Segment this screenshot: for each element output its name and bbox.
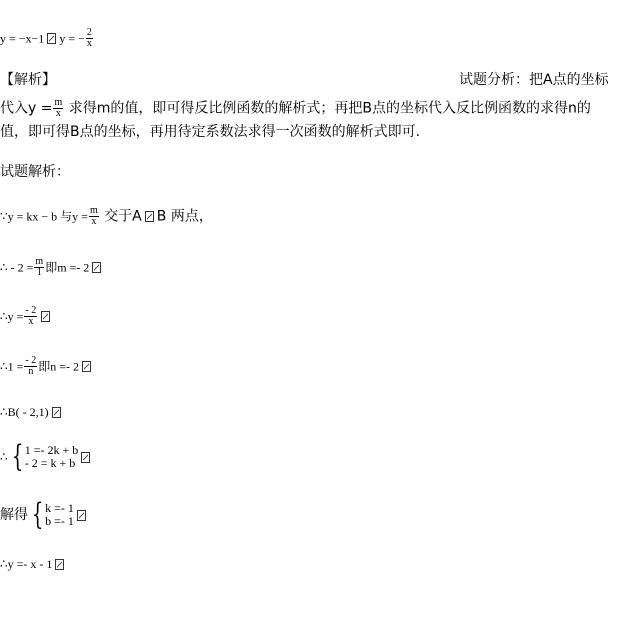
- brace-icon: {: [11, 439, 23, 474]
- step-2-fraction: $\frac{m}{1}$: [35, 256, 44, 278]
- answer-eq2: y = −: [59, 31, 85, 46]
- step-3-fraction: $\frac{- 2}{x}$: [25, 305, 37, 327]
- step-6: ∴ { 1 =- 2k + b - 2 = k + b: [0, 442, 93, 472]
- step-5: ∴B( - 2,1): [0, 402, 64, 422]
- step-8: ∴y =- x - 1: [0, 554, 67, 574]
- analysis-fraction: $\frac{m}{x}$: [54, 97, 63, 119]
- step-1: ∵y = kx − b 与y = $\frac{m}{x}$ 交于A B 两点，: [0, 205, 213, 227]
- equation-system: { 1 =- 2k + b - 2 = k + b: [11, 439, 79, 474]
- step-4: ∴1 = $\frac{- 2}{n}$ 即n =- 2: [0, 356, 94, 377]
- brace-icon: {: [31, 497, 44, 532]
- step-1-fraction: $\frac{m}{x}$: [89, 205, 98, 227]
- missing-glyph-icon: [145, 211, 154, 222]
- step-7: 解得 { k =- 1 b =- 1: [0, 500, 89, 530]
- missing-glyph-icon: [52, 407, 61, 418]
- answer-fraction: $\frac{2}{x}$: [86, 27, 92, 49]
- analysis-line-2: 代入y = $\frac{m}{x}$ 求得m的值，即可得反比例函数的解析式；再把B点的坐标代入反比例函数的求得n的: [0, 97, 591, 119]
- step-3: ∴y = $\frac{- 2}{x}$: [0, 306, 53, 327]
- answer-line: [0, 28, 94, 49]
- answer-eq1: y = −x−1: [0, 31, 45, 46]
- missing-glyph-icon: [47, 33, 56, 44]
- missing-glyph-icon: [77, 510, 86, 521]
- section-heading: 【解析】: [0, 72, 56, 88]
- step-2: ∴ - 2 = $\frac{m}{1}$ 即m =- 2: [0, 257, 104, 278]
- analysis-line-3: 值，即可得B点的坐标，再用待定系数法求得一次函数的解析式即可.: [0, 124, 421, 140]
- missing-glyph-icon: [82, 361, 91, 372]
- solution-system: { k =- 1 b =- 1: [31, 497, 74, 532]
- missing-glyph-icon: [55, 559, 64, 570]
- missing-glyph-icon: [81, 452, 90, 463]
- missing-glyph-icon: [41, 311, 50, 322]
- solution-label: 试题解析：: [0, 164, 70, 180]
- missing-glyph-icon: [92, 262, 101, 273]
- step-4-fraction: $\frac{- 2}{n}$: [25, 355, 37, 377]
- analysis-label: 试题分析：把A点的坐标: [459, 72, 609, 88]
